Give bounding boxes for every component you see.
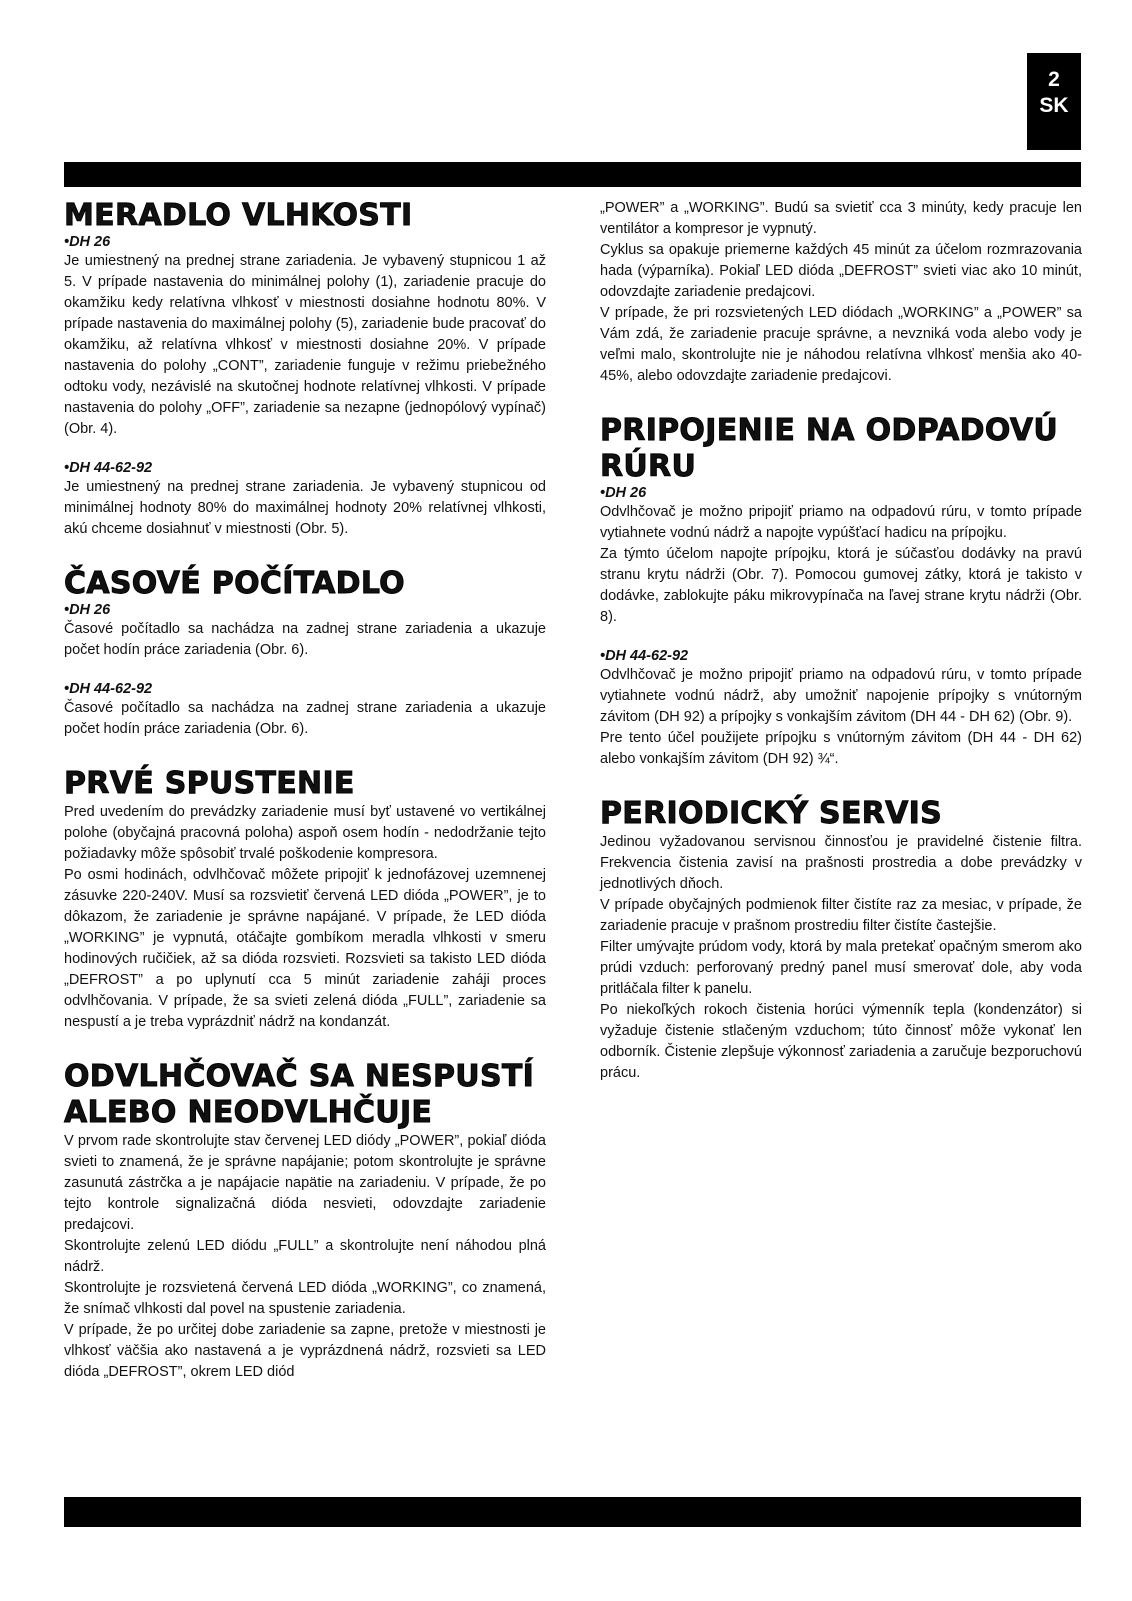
section-title: PRVÉ SPUSTENIE — [64, 766, 355, 801]
paragraph: Pre tento účel použijete prípojku s vnútorným závitom (DH 44 - DH 62) alebo vonkajším závitom (DH 92) ¾“. — [600, 730, 1082, 767]
paragraph: Pred uvedením do prevádzky zariadenie musí byť ustavené vo vertikálnej polohe (obyčajná pracovná poloha) aspoň osem hodín - nedodržanie tejto požiadavky môže spôsobiť trvalé poškodenie kompresora. — [64, 804, 546, 862]
paragraph: V prípade, že po určitej dobe zariadenie sa zapne, pretože v miestnosti je vlhkosť väčšia ako nastavená a je vyprázdnená nádrž, rozsvieti sa LED dióda „DEFROST”, okrem LED diód — [64, 1322, 546, 1380]
model-label: •DH 26 — [600, 485, 647, 501]
paragraph: Odvlhčovač je možno pripojiť priamo na odpadovú rúru, v tomto prípade vytiahnete vodnú nádrž, aby umožniť napojenie prípojky s vnútorným závitom (DH 92) a prípojky s vonkajším závitom (DH 44 - DH 62) (Obr. 9). — [600, 667, 1082, 725]
paragraph: Je umiestnený na prednej strane zariadenia. Je vybavený stupnicou 1 až 5. V prípade nastavenia do minimálnej polohy (1), zariadenie pracuje do okamžiku kedy relatívna vlhkosť v miestnosti dosiahne hodnotu 80%. V prípade nastavenia do maximálnej polohy (5), zariadenie bude pracovať do okamžiku, až relatívna vlhkosť v miestnosti dosiahne 20%. V prípade nastavenia do polohy „CONT”, zariadenie funguje v režimu priebežného odtoku vody, nezávislé na skutočnej hodnote relatívnej vlhkosti. V prípade nastavenia do polohy „OFF”, zariadenie sa nezapne (jednopólový vypínač) (Obr. 4). — [64, 253, 546, 437]
paragraph: Po niekoľkých rokoch čistenia horúci výmenník tepla (kondenzátor) si vyžaduje čistenie stlačeným vzduchom; túto činnosť môže vykonať len odborník. Čistenie zlepšuje výkonnosť zariadenia a zaručuje bezporuchovú prácu. — [600, 1002, 1082, 1081]
model-label: •DH 26 — [64, 602, 111, 618]
paragraph: Za týmto účelom napojte prípojku, ktorá je súčasťou dodávky na pravú stranu krytu nádrži (Obr. 7). Pomocou gumovej zátky, ktorá je takisto v dodávke, zablokujte páku mikrovypínača na ľavej strane krytu nádrži (Obr. 8). — [600, 546, 1082, 625]
paragraph: Jedinou vyžadovanou servisnou činnosťou je pravidelné čistenie filtra. Frekvencia čistenia zavisí na prašnosti prostredia a dobe prevádzky v jednotlivých dňoch. — [600, 834, 1082, 892]
paragraph: Filter umývajte prúdom vody, ktorá by mala pretekať opačným smerom ako prúdi vzduch: perforovaný predný panel musí smerovať dole, aby voda pritláčala filter k panelu. — [600, 939, 1082, 997]
section-title: MERADLO VLHKOSTI — [64, 198, 413, 233]
paragraph: V prípade obyčajných podmienok filter čistíte raz za mesiac, v prípade, že zariadenie pracuje v prašnom prostrediu filter čistíte častejšie. — [600, 897, 1082, 934]
page-language: SK — [1039, 94, 1069, 117]
paragraph: Je umiestnený na prednej strane zariadenia. Je vybavený stupnicou od minimálnej hodnoty 80% do maximálnej hodnoty 20% relatívnej vlhkosti, akú chceme dosiahnuť v miestnosti (Obr. 5). — [64, 479, 546, 537]
paragraph: „POWER” a „WORKING”. Budú sa svietiť cca 3 minúty, kedy pracuje len ventilátor a kompresor je vypnutý. — [600, 200, 1082, 237]
model-label: •DH 26 — [64, 234, 111, 250]
section-title: PERIODICKÝ SERVIS — [600, 796, 943, 831]
section-title: ODVLHČOVAČ SA NESPUSTÍ ALEBO NEODVLHČUJE — [64, 1059, 535, 1130]
paragraph: Odvlhčovač je možno pripojiť priamo na odpadovú rúru, v tomto prípade vytiahnete vodnú nádrž a napojte vypúšťací hadicu na prípojku. — [600, 504, 1082, 541]
footer-bar — [64, 1497, 1081, 1527]
paragraph: Skontrolujte zelenú LED diódu „FULL” a skontrolujte není náhodou plná nádrž. — [64, 1238, 546, 1275]
paragraph: Po osmi hodinách, odvlhčovač môžete pripojiť k jednofázovej uzemnenej zásuvke 220-240V. Musí sa rozsvietiť červená LED dióda „POWER”, je to dôkazom, že zariadenie je správne napájané. V prípade, že LED dióda „WORKING” je vypnutá, otáčajte gombíkom meradla vlhkosti v smeru hodinových ručičiek, až sa dióda rozsvieti. Rozsvieti sa takisto LED dióda „DEFROST” a po uplynutí cca 5 minút zariadenie zaháji proces odvlhčovania. V prípade, že sa svieti zelená dióda „FULL”, zariadenie sa nespustí a je treba vyprázdniť nádrž na kondanzát. — [64, 867, 546, 1030]
model-label: •DH 44-62-92 — [600, 648, 689, 664]
paragraph: Časové počítadlo sa nachádza na zadnej strane zariadenia a ukazuje počet hodín práce zariadenia (Obr. 6). — [64, 621, 546, 658]
section-title: PRIPOJENIE NA ODPADOVÚ RÚRU — [600, 413, 1059, 484]
paragraph: Skontrolujte je rozsvietená červená LED dióda „WORKING”, co znamená, že snímač vlhkosti dal povel na spustenie zariadenia. — [64, 1280, 546, 1317]
paragraph: V prvom rade skontrolujte stav červenej LED diódy „POWER”, pokiaľ dióda svieti to znamená, že je správne napájanie; potom skontrolujte je správne zasunutá zástrčka a je napájacie napätie na zariadeniu. V prípade, že po tejto kontrole signalizačná dióda nesvieti, odovzdajte zariadenie predajcovi. — [64, 1133, 546, 1233]
model-label: •DH 44-62-92 — [64, 460, 153, 476]
model-label: •DH 44-62-92 — [64, 681, 153, 697]
paragraph: Časové počítadlo sa nachádza na zadnej strane zariadenia a ukazuje počet hodín práce zariadenia (Obr. 6). — [64, 700, 546, 737]
page-number-tab — [1027, 53, 1081, 150]
paragraph: Cyklus sa opakuje priemerne každých 45 minút za účelom rozmrazovania hada (výparníka). Pokiaľ LED dióda „DEFROST” svieti viac ako 10 minút, odovzdajte zariadenie predajcovi. — [600, 242, 1082, 300]
header-bar — [64, 162, 1081, 187]
left-column — [64, 198, 546, 1383]
section-title: ČASOVÉ POČÍTADLO — [64, 566, 405, 601]
paragraph: V prípade, že pri rozsvietených LED diódach „WORKING” a „POWER” sa Vám zdá, že zariadenie pracuje správne, a nevzniká voda alebo vody je veľmi malo, skontrolujte nie je náhodou relatívna vlhkosť menšia ako 40-45%, alebo odovzdajte zariadenie predajcovi. — [600, 305, 1082, 384]
page-number: 2 — [1048, 68, 1060, 91]
right-column — [600, 198, 1082, 1084]
